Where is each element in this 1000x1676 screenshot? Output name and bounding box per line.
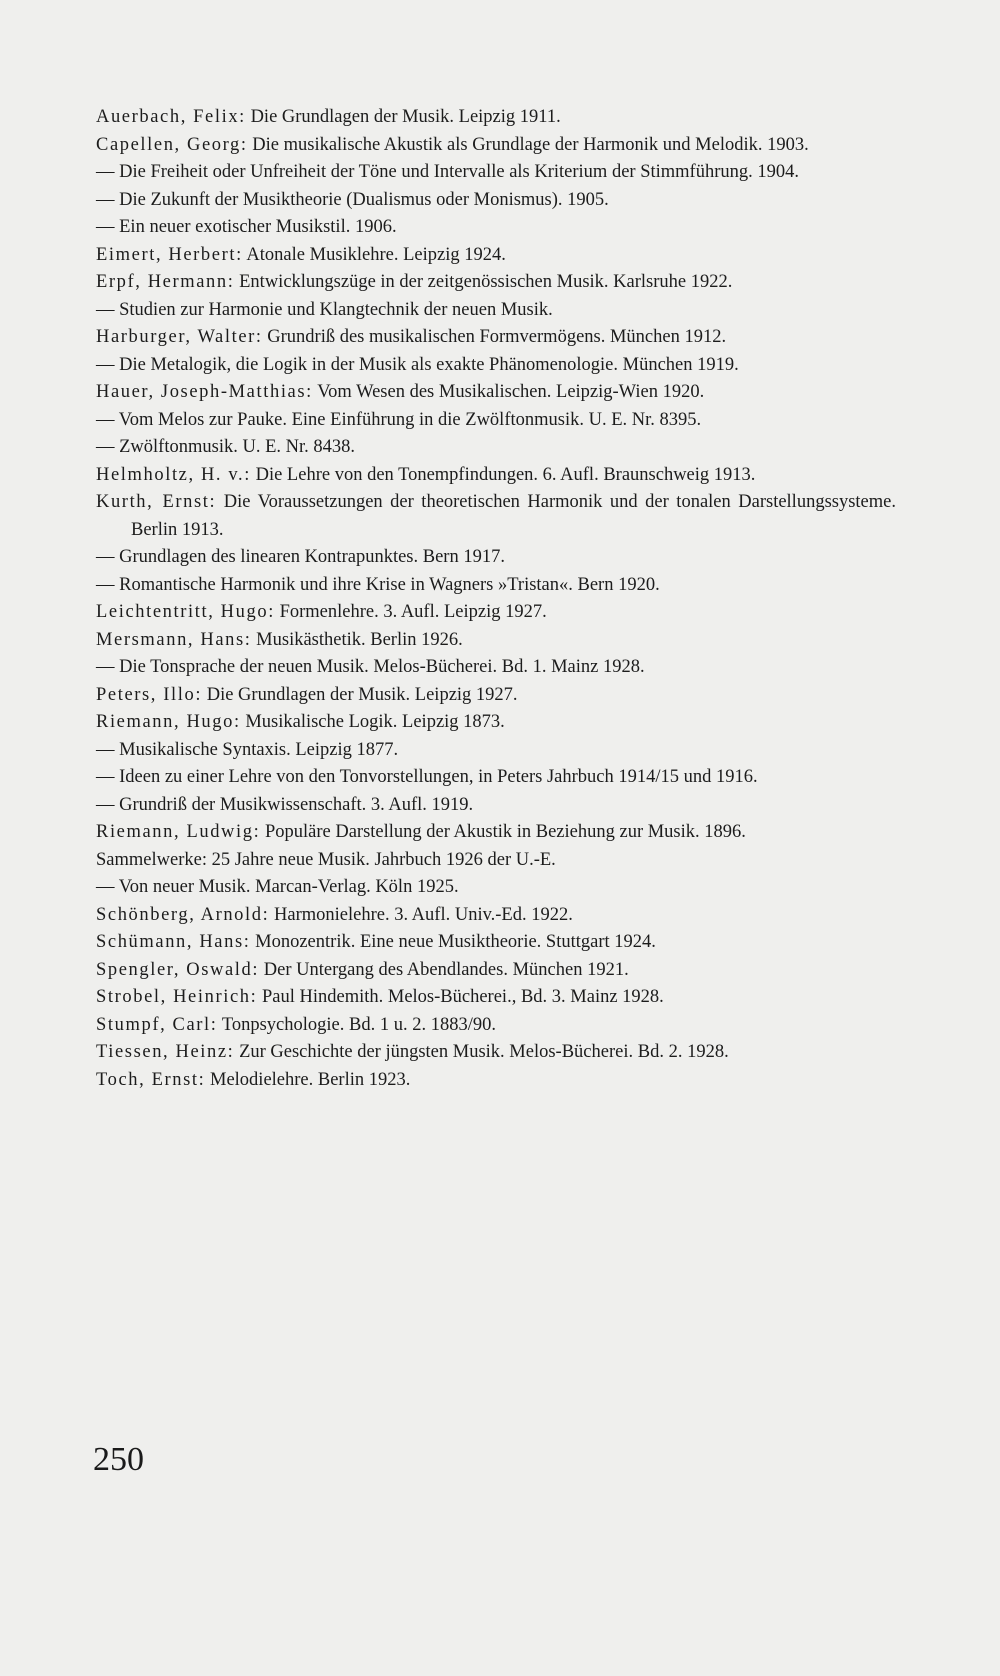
bibliography-entry xyxy=(96,654,896,682)
entry-text: — Die Metalogik, die Logik in der Musik als exakte Phänomenologie. München 1919. xyxy=(96,354,739,375)
bibliography-entry xyxy=(96,242,896,270)
bibliography-entry xyxy=(96,159,896,187)
entry-text: Musikästhetik. Berlin 1926. xyxy=(251,629,463,650)
bibliography-entry xyxy=(96,984,896,1012)
bibliography-entry xyxy=(96,544,896,572)
entry-text: Atonale Musiklehre. Leipzig 1924. xyxy=(242,244,506,265)
bibliography-entry xyxy=(96,957,896,985)
bibliography-entry xyxy=(96,1039,896,1067)
entry-author: Riemann, Ludwig: xyxy=(96,822,261,842)
entry-text: Musikalische Logik. Leipzig 1873. xyxy=(240,712,505,732)
entry-author: Riemann, Hugo: xyxy=(96,712,241,732)
entry-author: Peters, Illo: xyxy=(96,684,203,705)
entry-author: Harburger, Walter: xyxy=(96,327,263,347)
bibliography-entry xyxy=(96,1067,896,1095)
entry-text: Die Voraussetzungen der theoretischen Harmonik und der tonalen Darstellungssysteme. Berlin 1913. xyxy=(131,492,896,540)
bibliography-entry xyxy=(96,132,896,160)
entry-text: Monozentrik. Eine neue Musiktheorie. Stuttgart 1924. xyxy=(250,932,656,952)
entry-author: Toch, Ernst: xyxy=(96,1069,206,1090)
bibliography-entry xyxy=(96,599,896,627)
entry-text: — Ideen zu einer Lehre von den Tonvorstellungen, in Peters Jahrbuch 1914/15 und 1916. xyxy=(96,767,758,787)
entry-text: Die musikalische Akustik als Grundlage der Harmonik und Melodik. 1903. xyxy=(247,134,809,155)
entry-text: Die Grundlagen der Musik. Leipzig 1911. xyxy=(245,107,561,127)
entry-author: Tiessen, Heinz: xyxy=(96,1042,235,1062)
entry-text: — Musikalische Syntaxis. Leipzig 1877. xyxy=(96,739,399,760)
entry-text: — Grundlagen des linearen Kontrapunktes. Bern 1917. xyxy=(96,547,505,567)
bibliography-entry xyxy=(96,462,896,490)
bibliography-entry xyxy=(96,489,896,544)
entry-author: Leichtentritt, Hugo: xyxy=(96,602,275,622)
entry-text: Sammelwerke: 25 Jahre neue Musik. Jahrbuch 1926 der U.-E. xyxy=(96,849,556,870)
entry-author: Schümann, Hans: xyxy=(96,932,251,952)
entry-text: Zur Geschichte der jüngsten Musik. Melos-Bücherei. Bd. 2. 1928. xyxy=(234,1042,729,1062)
bibliography-entry xyxy=(96,819,896,847)
bibliography-entry xyxy=(96,104,896,132)
entry-text: Paul Hindemith. Melos-Bücherei., Bd. 3. Mainz 1928. xyxy=(257,987,664,1007)
entry-text: Vom Wesen des Musikalischen. Leipzig-Wien 1920. xyxy=(312,382,705,402)
page-number: 250 xyxy=(93,1441,144,1478)
entry-author: Schönberg, Arnold: xyxy=(96,904,270,925)
bibliography-entry xyxy=(96,1012,896,1040)
entry-text: — Grundriß der Musikwissenschaft. 3. Aufl. 1919. xyxy=(96,794,474,815)
bibliography-entry xyxy=(96,407,896,435)
bibliography-entry xyxy=(96,269,896,297)
bibliography-entry xyxy=(96,682,896,710)
entry-author: Helmholtz, H. v.: xyxy=(96,464,251,485)
bibliography-entry xyxy=(96,187,896,215)
bibliography-entry xyxy=(96,572,896,600)
entry-author: Strobel, Heinrich: xyxy=(96,987,258,1007)
entry-text: Harmonielehre. 3. Aufl. Univ.-Ed. 1922. xyxy=(269,904,573,925)
bibliography-entry xyxy=(96,214,896,242)
entry-author: Erpf, Hermann: xyxy=(96,272,235,292)
bibliography-entry xyxy=(96,792,896,820)
bibliography-entry xyxy=(96,764,896,792)
entry-text: — Romantische Harmonik und ihre Krise in Wagners »Tristan«. Bern 1920. xyxy=(96,574,660,595)
entry-author: Hauer, Joseph-Matthias: xyxy=(96,382,313,402)
entry-text: Der Untergang des Abendlandes. München 1921. xyxy=(259,959,629,980)
bibliography-entry xyxy=(96,297,896,325)
entry-author: Capellen, Georg: xyxy=(96,134,248,155)
entry-text: — Vom Melos zur Pauke. Eine Einführung in die Zwölftonmusik. U. E. Nr. 8395. xyxy=(96,409,702,430)
entry-text: Tonpsychologie. Bd. 1 u. 2. 1883/90. xyxy=(217,1014,496,1035)
bibliography-entry xyxy=(96,324,896,352)
entry-text: Die Grundlagen der Musik. Leipzig 1927. xyxy=(202,684,518,705)
bibliography-list xyxy=(96,104,896,1094)
entry-text: — Die Zukunft der Musiktheorie (Dualismus oder Monismus). 1905. xyxy=(96,189,609,210)
bibliography-entry xyxy=(96,902,896,930)
entry-text: — Die Tonsprache der neuen Musik. Melos-Bücherei. Bd. 1. Mainz 1928. xyxy=(96,657,645,677)
entry-text: — Von neuer Musik. Marcan-Verlag. Köln 1925. xyxy=(96,877,459,897)
bibliography-entry xyxy=(96,929,896,957)
bibliography-entry xyxy=(96,627,896,655)
entry-author: Spengler, Oswald: xyxy=(96,959,260,980)
entry-text: Populäre Darstellung der Akustik in Beziehung zur Musik. 1896. xyxy=(260,822,746,842)
bibliography-entry xyxy=(96,434,896,462)
entry-author: Mersmann, Hans: xyxy=(96,629,252,650)
entry-text: Die Lehre von den Tonempfindungen. 6. Aufl. Braunschweig 1913. xyxy=(250,464,756,485)
entry-text: Formenlehre. 3. Aufl. Leipzig 1927. xyxy=(274,602,547,622)
bibliography-entry xyxy=(96,709,896,737)
bibliography-entry xyxy=(96,737,896,765)
entry-author: Auerbach, Felix: xyxy=(96,107,246,127)
entry-text: Grundriß des musikalischen Formvermögens. München 1912. xyxy=(262,327,727,347)
entry-author: Kurth, Ernst: xyxy=(96,492,217,512)
entry-text: Melodielehre. Berlin 1923. xyxy=(205,1069,411,1090)
bibliography-entry xyxy=(96,352,896,380)
entry-text: — Studien zur Harmonie und Klangtechnik der neuen Musik. xyxy=(96,299,553,320)
entry-author: Stumpf, Carl: xyxy=(96,1014,218,1035)
entry-text: — Ein neuer exotischer Musikstil. 1906. xyxy=(96,217,397,237)
entry-author: Eimert, Herbert: xyxy=(96,244,243,265)
entry-text: — Die Freiheit oder Unfreiheit der Töne und Intervalle als Kriterium der Stimmführung. 1904. xyxy=(96,162,799,182)
bibliography-entry xyxy=(96,379,896,407)
bibliography-entry xyxy=(96,847,896,875)
entry-text: Entwicklungszüge in der zeitgenössischen Musik. Karlsruhe 1922. xyxy=(234,272,733,292)
entry-text: — Zwölftonmusik. U. E. Nr. 8438. xyxy=(96,437,355,457)
bibliography-entry xyxy=(96,874,896,902)
